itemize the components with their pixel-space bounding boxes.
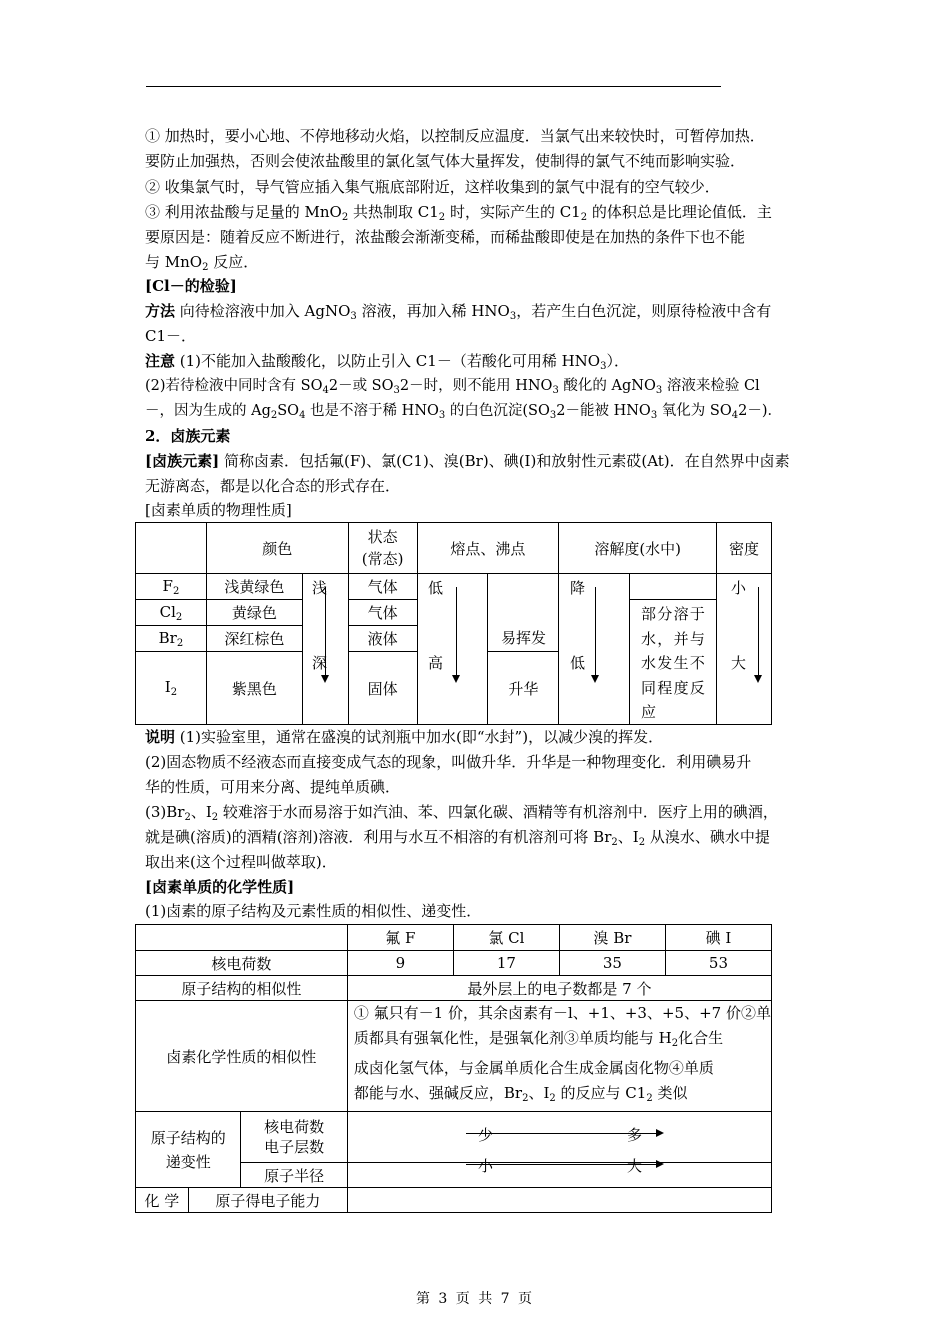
color-i2: 紫黑色: [206, 652, 302, 725]
charge-shells-trend: [347, 1112, 771, 1163]
sol-trend-bottom: 低: [570, 654, 586, 672]
mp-trend-top: 低: [428, 579, 444, 597]
color-trend-bottom: 深: [312, 654, 328, 672]
element-f: 氟 F: [347, 925, 453, 951]
cl-test-heading: [Cl－的检验]: [145, 277, 237, 295]
chem-label: 化 学: [136, 1188, 189, 1213]
header-rule: [146, 86, 721, 87]
chemical-properties-table: [135, 924, 772, 1213]
section-2-heading: 2．卤族元素: [145, 427, 231, 445]
method-line-1: 方法 向待检溶液中加入 AgNO$_3$ 溶液，再加入稀 $HNO_3$，若产生白色沉淀，则原待检液中含有: [145, 302, 772, 322]
element-cl2: $Cl_2$: [136, 600, 207, 626]
note-line-3: －，因为生成的 $Ag_2SO_4$ 也是不溶于稀 $HNO_3$ 的白色沉淀($SO_32-$能被 $HNO_3$ 氧化为 $SO_42-$)．: [145, 403, 782, 421]
state-i2: 固体: [348, 652, 417, 725]
explain-line-2: (2)固态物质不经液态而直接变成气态的现象，叫做升华．升华是一种物理变化．利用碘易升: [145, 753, 752, 771]
chem-sim-label: 卤素化学性质的相似性: [136, 1001, 348, 1112]
charge-br: 35: [559, 951, 665, 976]
charge-shells-label: 核电荷数 电子层数: [241, 1112, 347, 1163]
density-bottom: 大: [731, 654, 747, 672]
color-br2: 深红棕色: [206, 626, 302, 652]
corner-cell: [136, 523, 207, 574]
chem-subheading: (1)卤素的原子结构及元素性质的相似性、递变性．: [145, 902, 482, 920]
gradient-label: 原子结构的 递变性: [136, 1112, 241, 1188]
struct-sim-value: 最外层上的电子数都是 7 个: [347, 976, 771, 1001]
para-collect: ② 收集氯气时，导气管应插入集气瓶底部附近，这样收集到的氯气中混有的空气较少．: [145, 178, 720, 196]
note-line-2: (2)若待检液中同时含有 $SO_42-$或 $SO_32-$时，则不能用 $HNO_3$ 酸化的 AgNO$_3$ 溶液来检验 Cl: [145, 378, 760, 396]
radius-label: 原子半径: [241, 1163, 347, 1188]
mp-trend-bottom: 高: [428, 654, 444, 672]
explain-line-3: 华的性质，可用来分离、提纯单质碘．: [145, 778, 401, 796]
color-cl2: 黄绿色: [206, 600, 302, 626]
sol-trend-arrow: [595, 587, 596, 681]
halogen-line-2: 无游离态，都是以化合态的形式存在．: [145, 477, 401, 495]
explain-line-1: 说明 (1)实验室里，通常在盛溴的试剂瓶中加水(即“水封”)，以减少溴的挥发．: [145, 728, 664, 746]
sol-trend-top: 降: [570, 579, 586, 597]
sublime-cell: 升华: [488, 652, 559, 725]
header-color: 颜色: [206, 523, 348, 574]
element-f2: $F_2$: [136, 574, 207, 600]
state-cl2: 气体: [348, 600, 417, 626]
fluorine-note: 部分溶于 水，并与 水发生不 同程度反 应: [641, 605, 707, 721]
chem-sim-value: ① 氟只有－1 价，其余卤素有－l、+1、+3、+5、+7 价②单 质都具有强氧化性，是强氧化剂③单质均能与 $H_2$化合生 成卤化氢气体，与金属单质化合生成金属卤化物④单质 都能与水、强碱反应，$Br_2$、$I_2$ 的反应与 $C1_2$ 类似: [347, 1001, 771, 1112]
explain-line-4: $(3)Br_2$、$I_2$ 较难溶于水而易溶于如汽油、苯、四氯化碳、酒精等有机溶剂中．医疗上用的碘酒，: [145, 803, 778, 823]
method-line-2: C1－．: [145, 327, 197, 345]
blank-cell-2: [630, 574, 717, 600]
explain-line-6: 取出来(这个过程叫做萃取)．: [145, 853, 337, 871]
header-mp-bp: 熔点、沸点: [417, 523, 559, 574]
struct-sim-label: 原子结构的相似性: [136, 976, 348, 1001]
density-top: 小: [731, 579, 747, 597]
header-density: 密度: [717, 523, 772, 574]
big-label: 大: [627, 1157, 643, 1175]
density-trend-arrow: [758, 587, 759, 681]
state-f2: 气体: [348, 574, 417, 600]
para-heating-1: ① 加热时，要小心地、不停地移动火焰，以控制反应温度．当氯气出来较快时，可暂停加热．: [145, 127, 765, 145]
color-f2: 浅黄绿色: [206, 574, 302, 600]
explain-line-5: 就是碘(溶质)的酒精(溶剂)溶液．利用与水互不相溶的有机溶剂可将 $Br_2$、$I_2$ 从溴水、碘水中提: [145, 828, 770, 848]
para-heating-2: 要防止加强热，否则会使浓盐酸里的氯化氢气体大量挥发，使制得的氯气不纯而影响实验．: [145, 152, 746, 170]
para-mno2-3: 与 MnO$_2$ 反应．: [145, 253, 259, 273]
charge-label: 核电荷数: [136, 951, 348, 976]
element-br2: $Br_2$: [136, 626, 207, 652]
color-trend-top: 浅: [312, 579, 328, 597]
header-state: 状态 (常态): [348, 523, 417, 574]
charge-cl: 17: [453, 951, 559, 976]
radius-trend: [347, 1163, 771, 1188]
mp-trend-arrow: [456, 587, 457, 681]
element-i: 碘 I: [665, 925, 771, 951]
chem-heading: [卤素单质的化学性质]: [145, 878, 295, 896]
many-label: 多: [627, 1126, 643, 1144]
halogen-line-1: [卤族元素] 简称卤素．包括氟(F)、氯(C1)、溴(Br)、碘(I)和放射性元素砹(At)．在自然界中卤素: [145, 452, 790, 470]
element-i2: $I_2$: [136, 652, 207, 725]
small-label: 小: [478, 1157, 494, 1175]
charge-f: 9: [347, 951, 453, 976]
page-footer: 第 3 页 共 7 页: [415, 1291, 535, 1307]
element-br: 溴 Br: [559, 925, 665, 951]
para-mno2-2: 要原因是：随着反应不断进行，浓盐酸会渐渐变稀，而稀盐酸即使是在加热的条件下也不能: [145, 228, 746, 246]
gain-e-trend: [347, 1188, 771, 1213]
charge-i: 53: [665, 951, 771, 976]
header-solubility: 溶解度(水中): [559, 523, 717, 574]
volatile-label: 易挥发: [501, 629, 547, 647]
para-mno2-1: ③ 利用浓盐酸与足量的 MnO$_2$ 共热制取 $C1_2$ 时，实际产生的 $C1_2$ 的体积总是比理论值低．主: [145, 203, 772, 223]
note-line-1: 注意 (1)不能加入盐酸酸化，以防止引入 C1－（若酸化可用稀 $HNO_3$）．: [145, 352, 629, 372]
corner-cell: [136, 925, 348, 951]
element-cl: 氯 Cl: [453, 925, 559, 951]
state-br2: 液体: [348, 626, 417, 652]
few-label: 少: [478, 1126, 494, 1144]
gain-e-label: 原子得电子能力: [188, 1188, 347, 1213]
phys-heading: [卤素单质的物理性质]: [145, 501, 292, 519]
